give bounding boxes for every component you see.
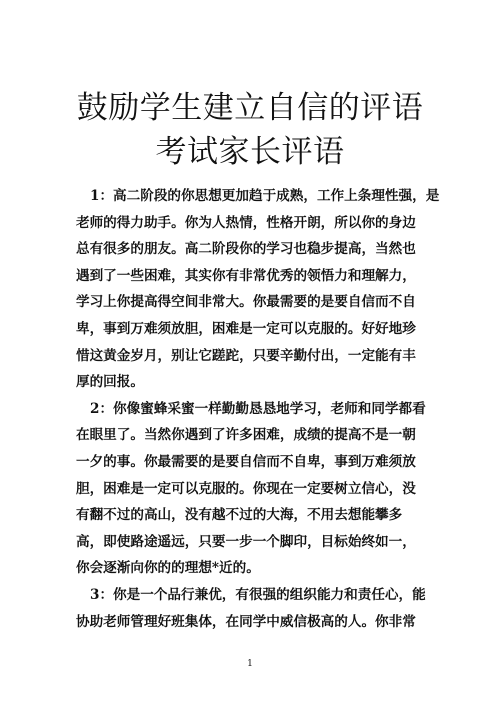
text-line: 卑，事到万难须放胆，困难是一定可以克服的。好好地珍 (76, 320, 416, 337)
page-number: 1 (247, 659, 253, 669)
text-line: 2：你像蜜蜂采蜜一样勤勤恳恳地学习，老师和同学都看 (90, 400, 426, 417)
text-line: 遇到了一些困难，其实你有非常优秀的领悟力和理解力， (76, 267, 416, 284)
text-line: 总有很多的朋友。高二阶段你的学习也稳步提高，当然也 (76, 241, 416, 258)
document-subtitle: 考试家长评语 (155, 134, 345, 170)
document-title: 鼓励学生建立自信的评语 (76, 90, 424, 126)
document-body (76, 183, 440, 635)
text-line: 一夕的事。你最需要的是要自信而不自卑，事到万难须放 (76, 453, 416, 470)
text-line: 有翻不过的高山，没有越不过的大海，不用去想能攀多 (76, 507, 403, 524)
text-line: 惜这黄金岁月，别让它蹉跎，只要辛勤付出，一定能有丰 (76, 347, 416, 364)
text-line: 1：高二阶段的你思想更加趋于成熟，工作上条理性强，是 (90, 188, 440, 204)
text-line: 3：你是一个品行兼优，有很强的组织能力和责任心，能 (90, 586, 426, 603)
text-line: 在眼里了。当然你遇到了许多困难，成绩的提高不是一朝 (76, 427, 416, 444)
text-line: 胆，困难是一定可以克服的。你现在一定要树立信心，没 (76, 480, 416, 497)
text-line: 高，即使路途遥远，只要一步一个脚印，目标始终如一， (76, 533, 416, 550)
text-line: 厚的回报。 (76, 374, 144, 391)
text-line: 协助老师管理好班集体，在同学中威信极高的人。你非常 (76, 613, 416, 630)
text-line: 老师的得力助手。你为人热情，性格开朗，所以你的身边 (76, 214, 416, 231)
text-line: 学习上你提高得空间非常大。你最需要的是要自信而不自 (76, 294, 416, 311)
text-line: 你会逐渐向你的的理想*近的。 (76, 560, 260, 577)
